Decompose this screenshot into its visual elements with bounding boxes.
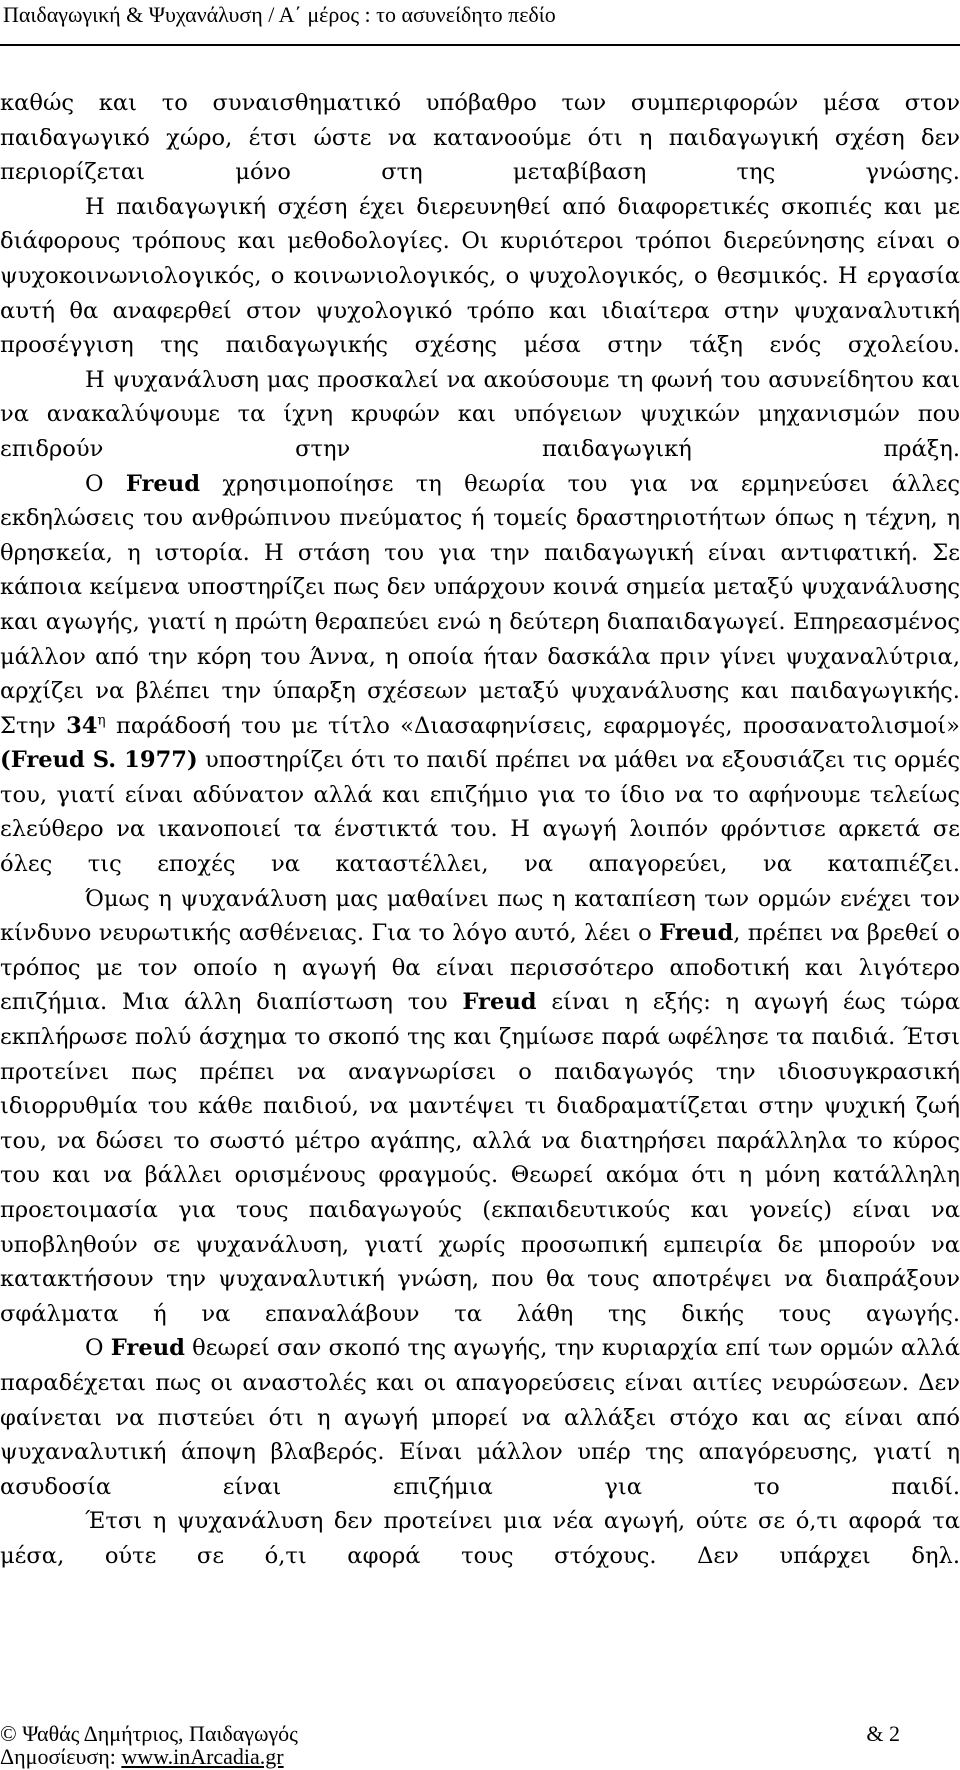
lecture-number: 34 — [66, 712, 98, 739]
paragraph-6 — [0, 882, 960, 1332]
paragraph-2: Η παιδαγωγική σχέση έχει διερευνηθεί από διαφορετικές σκοπιές και με διάφορους τρόπους και μεθοδολογίες. Οι κυριότεροι τρόποι διερεύνησης είναι ο ψυχοκοινωνιολογικός, ο κοινωνιολογικός, ο ψυχολογικός, ο θεσμικός. Η εργασία αυτή θα αναφερθεί στον ψυχολογικό τρόπο και ιδιαίτερα στην ψυχαναλυτική προσέγγιση της παιδαγωγικής σχέσης μέσα στην τάξη ενός σχολείου. — [0, 193, 960, 359]
freud-name: Freud — [110, 1335, 185, 1362]
paragraph-1: καθώς και το συναισθηματικό υπόβαθρο των συμπεριφορών μέσα στον παιδαγωγικό χώρο, έτσι ώστε να κατανοούμε ότι η παιδαγωγική σχέση δεν περιορίζεται μόνο στη μεταβίβαση της γνώσης. — [0, 90, 960, 186]
freud-name: Freud — [125, 470, 201, 497]
text-run: Ο — [85, 470, 126, 497]
copyright-text: © Ψαθάς Δημήτριος, Παιδαγωγός — [0, 1721, 298, 1746]
footer-row-1 — [0, 1722, 960, 1745]
page-footer — [0, 1722, 960, 1770]
text-run: υποστηρίζει ότι το παιδί πρέπει να μάθει να εξουσιάζει τις ορμές του, γιατί είναι αδύνατον αλλά και επιζήμιο για το ίδιο να το αφήνουμε τελείως ελεύθερο να ικανοποιεί τα ένστικτά του. Η αγωγή λοιπόν φρόντισε αρκετά σε όλες τις εποχές να καταστέλλει, να απαγορεύει, να καταπιέζει. — [0, 747, 960, 878]
text-run: θεωρεί σαν σκοπό της αγωγής, την κυριαρχία επί των ορμών αλλά παραδέχεται πως οι αναστολές και οι απαγορεύσεις είναι αιτίες νευρώσεων. Δεν φαίνεται να πιστεύει ότι η αγωγή μπορεί να αλλάξει στόχο και ας είναι από ψυχαναλυτική άποψη βλαβερός. Είναι μάλλον υπέρ της απαγόρευσης, γιατί η ασυδοσία είναι επιζήμια για το παιδί. — [0, 1335, 960, 1500]
paragraph-5 — [0, 709, 960, 882]
text-run: είναι η εξής: η αγωγή έως τώρα εκπλήρωσε πολύ άσχημα το σκοπό της και ζημίωσε παρά ωφέλησε τα παιδιά. Έτσι προτείνει πως πρέπει να αναγνωρίσει ο παιδαγωγός την ιδιοσυγκρασική ιδιορρυθμία του κάθε παιδιού, να μαντέψει τι διαδραματίζεται στην ψυχική ζωή του, να δώσει το σωστό μέτρο αγάπης, αλλά να διατηρήσει παράλληλα το κύρος του και να βάλλει ορισμένους φραγμούς. Θεωρεί ακόμα ότι η μόνη κατάλληλη προετοιμασία για τους παιδαγωγούς (εκπαιδευτικούς και γονείς) είναι να υποβληθούν σε ψυχανάλυση, γιατί χωρίς προσωπική εμπειρία δε μπορούν να κατακτήσουν την ψυχαναλυτική γνώση, που θα τους αποτρέψει να διαπράξουν σφάλματα ή να επαναλάβουν τα λάθη της δικής τους αγωγής. — [0, 989, 960, 1327]
site-link[interactable]: www.inArcadia.gr — [121, 1744, 284, 1769]
text-run: Στην — [0, 712, 67, 739]
text-run: Όμως η ψυχανάλυση μας μαθαίνει πως η καταπίεση των ορμών ενέχει τον κίνδυνο νευρωτικής ασθένειας. Για το λόγο αυτό, λέει ο — [0, 885, 960, 947]
paragraph-3: Η ψυχανάλυση μας προσκαλεί να ακούσουμε τη φωνή του ασυνείδητου και να ανακαλύψουμε τα ίχνη κρυφών και υπόγειων ψυχικών μηχανισμών που επιδρούν στην παιδαγωγική πράξη. — [0, 366, 960, 462]
paragraph-8: Έτσι η ψυχανάλυση δεν προτείνει μια νέα αγωγή, ούτε σε ό,τι αφορά τα μέσα, ούτε σε ό,τι αφορά τους στόχους. Δεν υπάρχει δηλ. — [0, 1508, 960, 1569]
paragraph-4 — [0, 467, 960, 709]
footer-row-2 — [0, 1745, 960, 1768]
published-label: Δημοσίευση: — [0, 1744, 122, 1769]
page-header — [0, 0, 960, 46]
text-run: Ο — [85, 1335, 111, 1362]
header-title: Παιδαγωγική & Ψυχανάλυση / Α΄ μέρος : το ασυνείδητο πεδίο — [3, 2, 556, 27]
text-run: χρησιμοποίησε τη θεωρία του για να ερμηνεύσει άλλες εκδηλώσεις του ανθρώπινου πνεύματος ή τομείς δραστηριοτήτων όπως η τέχνη, η θρησκεία, η ιστορία. Η στάση του για την παιδαγωγική είναι αντιφατική. Σε κάποια κείμενα υποστηρίζει πως δεν υπάρχουν κοινά σημεία μεταξύ ψυχανάλυσης και αγωγής, γιατί η πρώτη θεραπεύει ενώ η δεύτερη διαπαιδαγωγεί. Επηρεασμένος μάλλον από την κόρη του Άννα, η οποία ήταν δασκάλα πριν γίνει ψυχαναλύτρια, αρχίζει να βλέπει την ύπαρξη σχέσεων μεταξύ ψυχανάλυσης και παιδαγωγικής. — [0, 470, 960, 705]
text-run: , πρέπει να βρεθεί ο τρόπος με τον οποίο η αγωγή θα είναι περισσότερο αποδοτική και λιγότερο επιζήμια. Μια άλλη διαπίστωση του — [0, 920, 960, 1016]
freud-name: Freud — [462, 989, 537, 1016]
freud-name: Freud — [659, 920, 734, 947]
paragraph-7 — [0, 1331, 960, 1504]
text-run: παράδοσή του με τίτλο «Διασαφηνίσεις, εφαρμογές, προσανατολισμοί» — [105, 712, 960, 739]
citation: (Freud S. 1977) — [0, 747, 198, 774]
ordinal-suffix: η — [97, 712, 106, 729]
document-body — [0, 86, 960, 1574]
page-number: & 2 — [866, 1721, 900, 1746]
